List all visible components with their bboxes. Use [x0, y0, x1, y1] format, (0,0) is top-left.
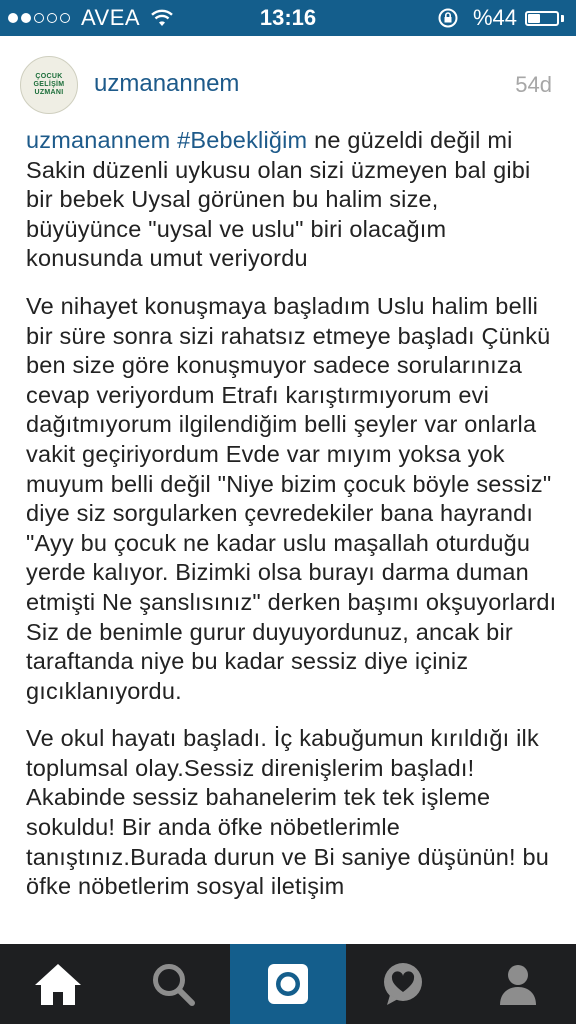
status-right	[437, 5, 564, 31]
tab-camera[interactable]	[230, 944, 345, 1024]
rotation-lock-icon	[437, 7, 459, 29]
avatar-text-line: GELİŞİM	[33, 81, 65, 88]
status-bar	[0, 0, 576, 36]
battery-icon	[525, 11, 559, 26]
battery-percent: %44	[472, 5, 517, 30]
carrier-name: AVEA	[81, 5, 141, 30]
post-age: 54d	[515, 72, 552, 97]
caption-paragraph: Ve nihayet konuşmaya başladım Uslu halim belli bir süre sonra sizi rahatsız etmeye başladı Çünkü ben size göre konuşmuyor sadece sorularınıza cevap veriyordum Etrafı karıştırmıyorum evi dağıtmıyorum ilgilendiğim belli şeyler var onlarla vakit geçiriyordum Evde var mıyım yoksa yok muyum belli değil "Niye bizim çocuk böyle sessiz" diye siz sorgularken çevredekiler bana hayrandı "Ayy bu çocuk ne kadar uslu maşallah oturduğu yerde kalıyor. Bizimki olsa burayı darma duman etmişti Ne şanslısınız" derken başımı okşuyorlardı Siz de benimle gurur duyuyordunuz, ancak bir taraftanda niye bu kadar sessiz diye içiniz gıcıklanıyordu.	[26, 292, 557, 704]
tab-search[interactable]	[115, 944, 230, 1024]
caption-hashtag[interactable]: #Bebekliğim	[177, 127, 308, 153]
post-username[interactable]: uzmanannem	[94, 70, 240, 97]
search-icon	[150, 961, 196, 1007]
avatar[interactable]	[20, 56, 78, 114]
post-header	[0, 36, 576, 132]
caption-username[interactable]: uzmanannem	[26, 127, 171, 153]
camera-icon	[265, 961, 311, 1007]
tab-activity[interactable]	[346, 944, 461, 1024]
tab-profile[interactable]	[461, 944, 576, 1024]
profile-icon	[495, 961, 541, 1007]
heart-bubble-icon	[380, 961, 426, 1007]
avatar-text-line: UZMANI	[34, 89, 64, 96]
home-icon	[33, 961, 83, 1007]
caption-paragraph	[26, 126, 560, 274]
caption-text: ne güzeldi değil mi Sakin düzenli uykusu olan sizi üzmeyen bal gibi bir bebek Uysal görünen bu halim size, büyüyünce "uysal ve uslu" biri olacağım konusunda umut veriyordu	[26, 127, 531, 272]
status-time: 13:16	[259, 5, 317, 30]
avatar-text-line: ÇOCUK	[35, 73, 63, 80]
caption-paragraph: Ve okul hayatı başladı. İç kabuğumun kırıldığı ilk toplumsal olay.Sessiz direnişlerim başladı! Akabinde sessiz bahanelerim tek tek işleme sokuldu! Bir anda öfke nöbetlerimle tanıştınız.Burada durun ve Bi saniye düşünün! bu öfke nöbetlerim sosyal iletişim	[26, 725, 550, 900]
post-caption	[26, 126, 560, 944]
bottom-tab-bar	[0, 944, 576, 1024]
tab-home[interactable]	[0, 944, 115, 1024]
